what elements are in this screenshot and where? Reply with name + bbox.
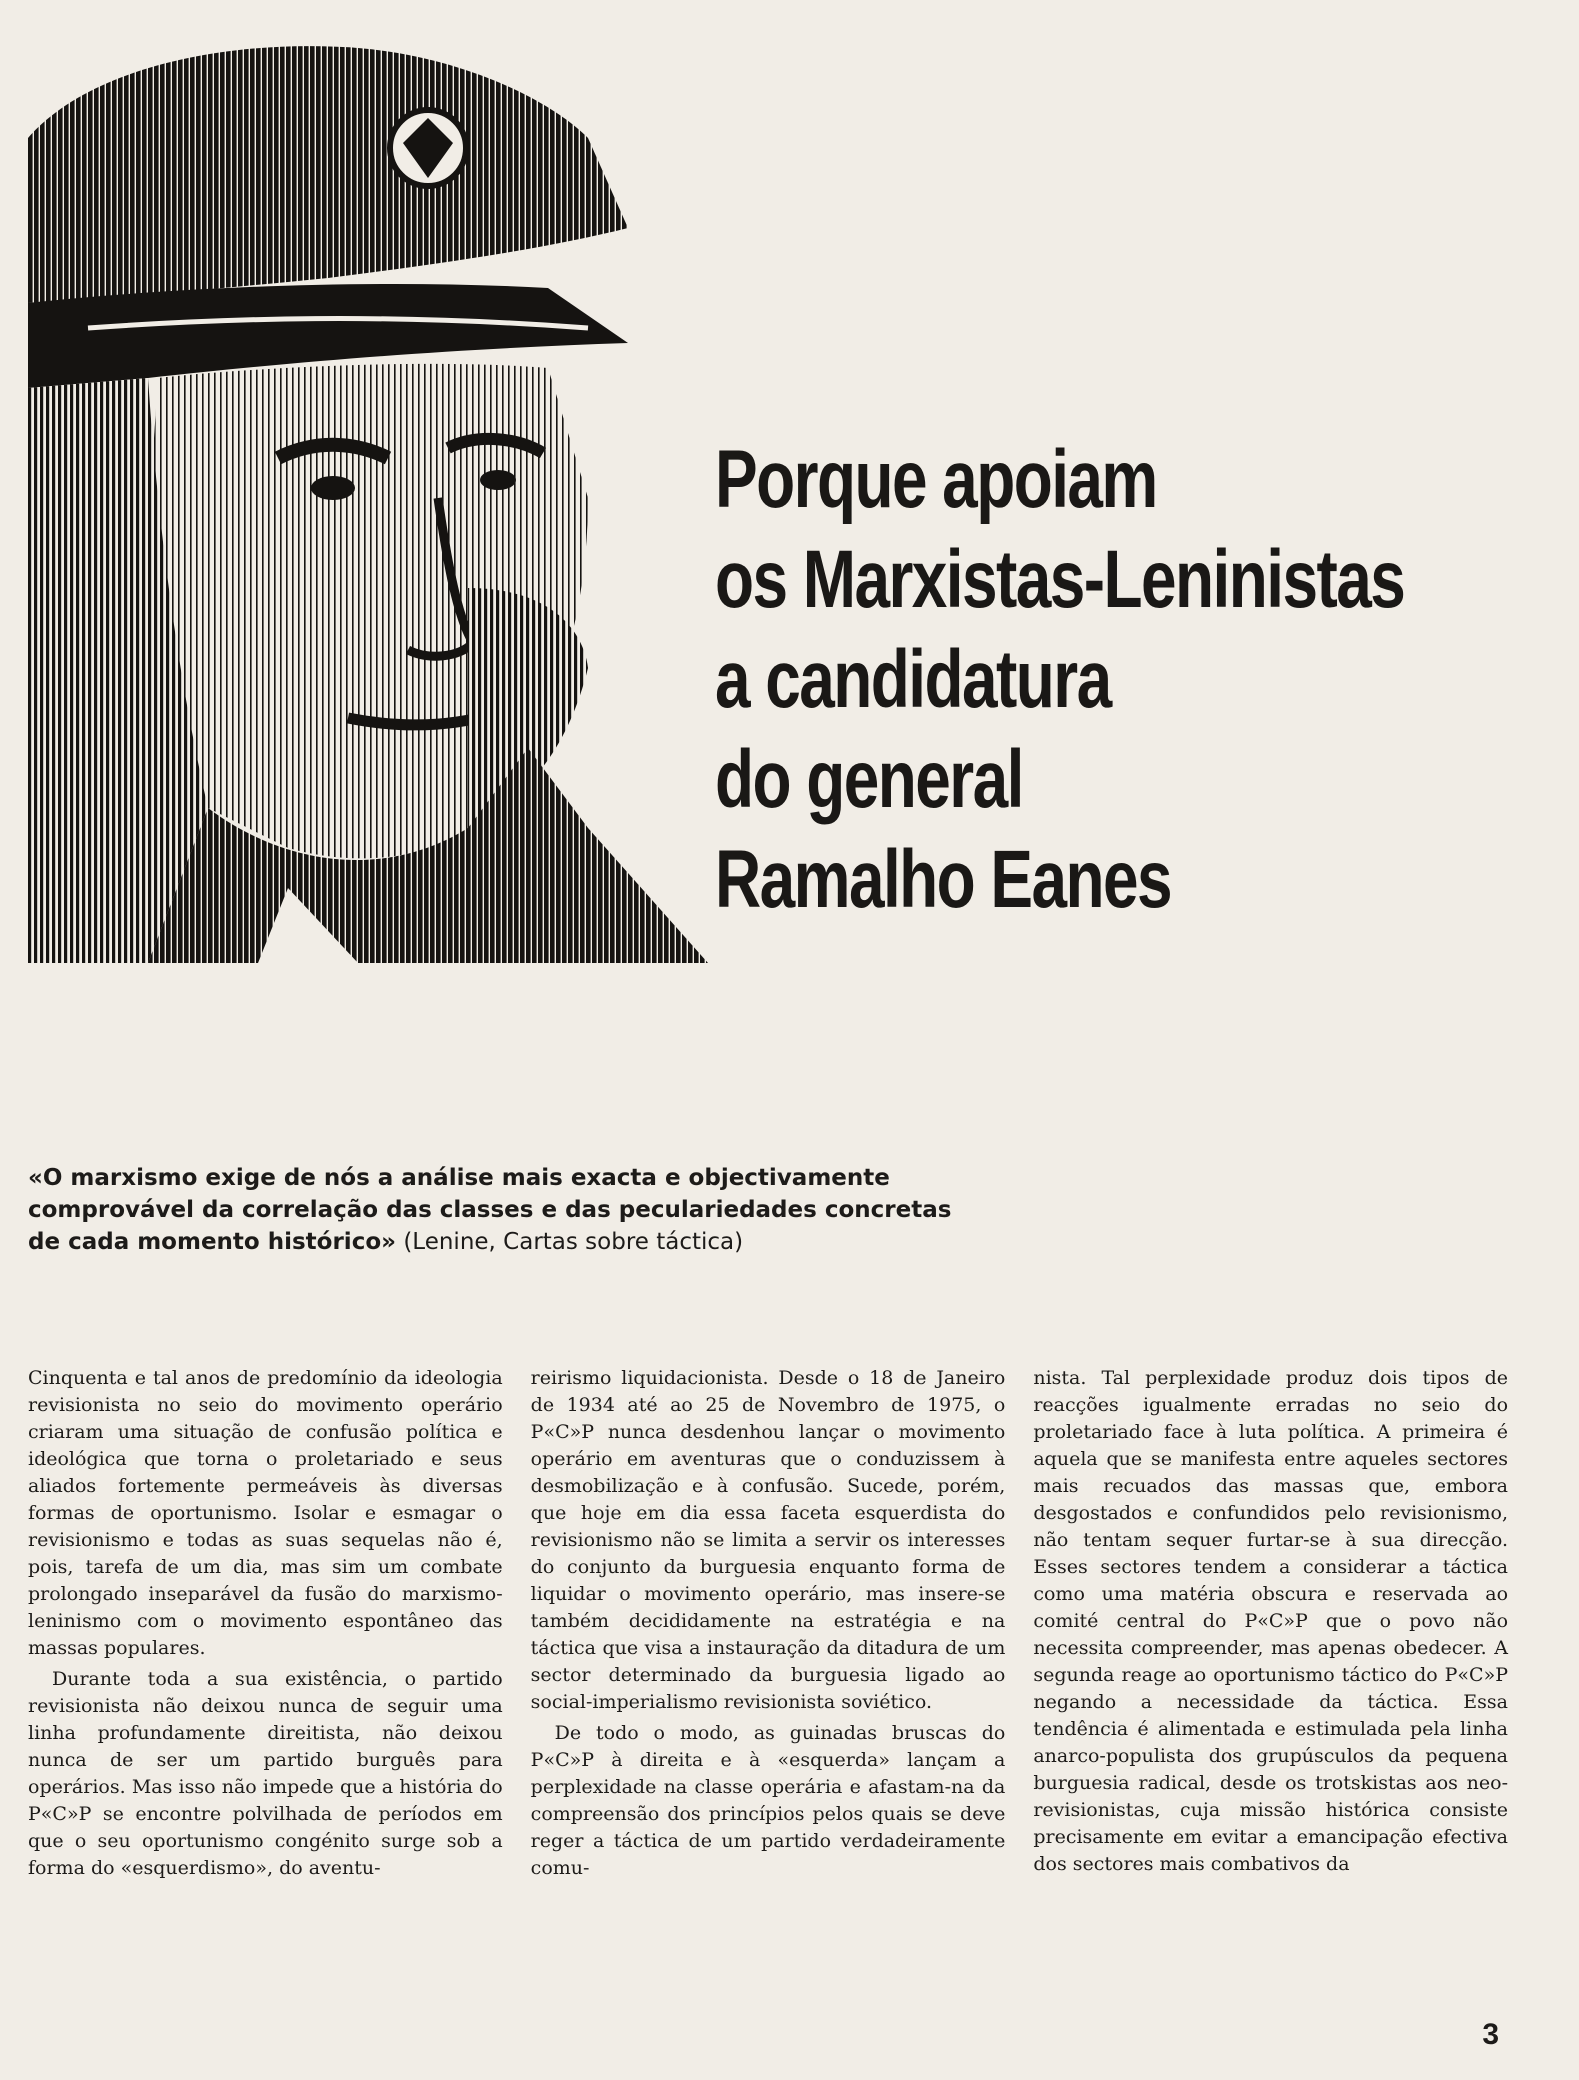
headline-line: do general [715,734,1023,825]
body-paragraph: nista. Tal perplexidade produz dois tipos de reacções igualmente erradas no seio do proletariado face à luta política. A primeira é aquela que se manifesta entre aqueles sectores mais recuados das massas que, embora desgostados e confundidos pelo revisionismo, não tentam sequer furtar-se à sua direcção. Esses sectores tendem a considerar a táctica como uma matéria obscura e reservada ao comité central do P«C»P que o povo não necessita compreender, mas apenas obedecer. A segunda reage ao oportunismo táctico do P«C»P negando a necessidade da táctica. Essa tendência é alimentada e estimulada pela linha anarco-populista dos grupúsculos da pequena burguesia radical, desde os trotskistas aos neo-revisionistas, cuja missão histórica consiste precisamente em evitar a emancipação efectiva dos sectores mais combativos da [1033,1367,1509,1875]
page-number: 3 [1482,2018,1499,2051]
body-paragraph: Durante toda a sua existência, o partido revisionista não deixou nunca de seguir uma linha profundamente direitista, não deixou nunca de ser um partido burguês para operários. Mas isso não impede que a história do P«C»P se encontre polvilhada de períodos em que o seu oportunismo congénito surge sob a forma do «esquerdismo», do aventu- [28,1668,503,1879]
general-portrait-image [28,28,708,963]
article-body [28,1365,1508,1985]
body-column-3 [1033,1365,1508,1985]
quote-text: «O marxismo exige de nós a análise mais exacta e objectivamente comprovável da correlação das classes e das peculariedades concretas de cada momento histórico» [28,1165,952,1255]
body-paragraph: Cinquenta e tal anos de predomínio da ideologia revisionista no seio do movimento operário criaram uma situação de confusão política e ideológica que torna o proletariado e seus aliados fortemente permeáveis às diversas formas de oportunismo. Isolar e esmagar o revisionismo e todas as suas sequelas não é, pois, tarefa de um dia, mas sim um combate prolongado inseparável da fusão do marxismo-leninismo com o movimento espontâneo das massas populares. [28,1367,503,1659]
headline-line: Porque apoiam [715,434,1157,525]
quote-source: (Lenine, Cartas sobre táctica) [403,1229,744,1255]
body-column-2 [531,1365,1006,1985]
epigraph-quote [28,1162,988,1258]
body-paragraph: De todo o modo, as guinadas bruscas do P«C»P à direita e à «esquerda» lançam a perplexidade na classe operária e afastam-na da compreensão dos princípios pelos quais se deve reger a táctica de um partido verdadeiramente comu- [530,1722,1006,1879]
headline-line: a candidatura [715,634,1111,725]
headline-line: Ramalho Eanes [715,834,1172,925]
headline-line: os Marxistas-Leninistas [715,534,1405,625]
body-paragraph: reirismo liquidacionista. Desde o 18 de Janeiro de 1934 até ao 25 de Novembro de 1975, o P«C»P nunca desdenhou lançar o movimento operário em aventuras que o conduzissem à desmobilização e à confusão. Sucede, porém, que hoje em dia essa faceta esquerdista do revisionismo não se limita a servir os interesses do conjunto da burguesia enquanto forma de liquidar o movimento operário, mas insere-se também decididamente na estratégia e na táctica que visa a instauração da ditadura de um sector determinado da burguesia ligado ao social-imperialismo revisionista soviético. [530,1367,1006,1713]
article-headline [715,430,1405,930]
body-column-1 [28,1365,503,1985]
